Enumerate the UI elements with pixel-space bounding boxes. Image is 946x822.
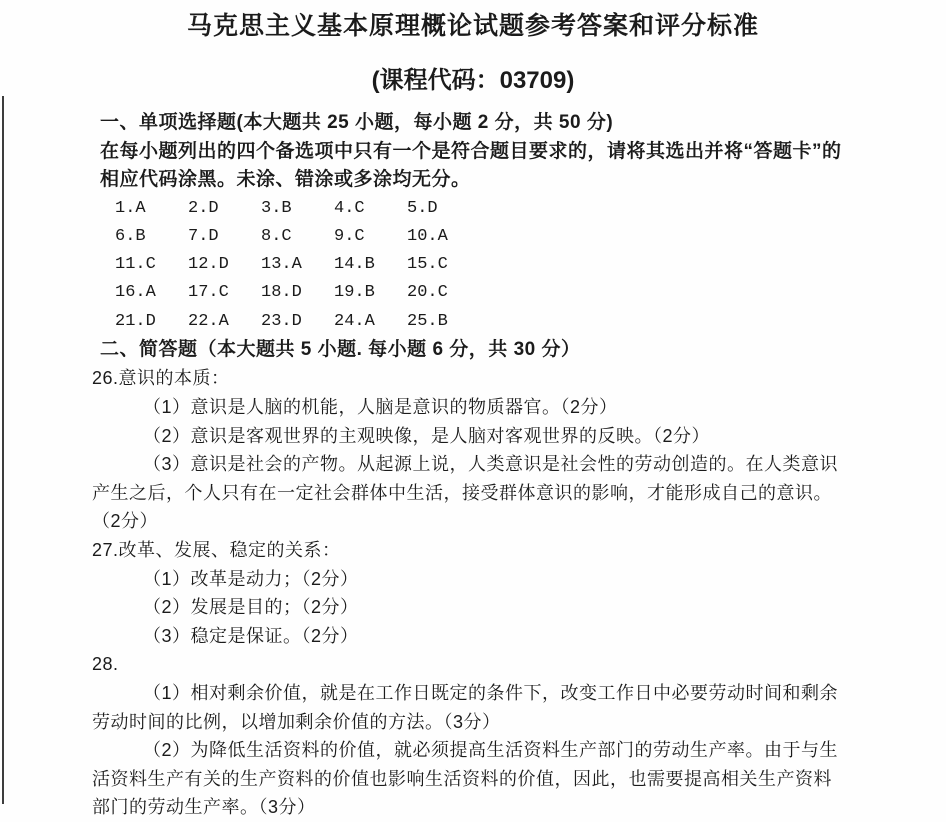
answer-cell: 6.B [115, 226, 146, 246]
question26-point3-line1: （3）意识是社会的产物。从起源上说，人类意识是社会性的劳动创造的。在人类意识 [143, 454, 839, 475]
answer-cell: 17.C [188, 283, 229, 303]
answer-cell: 16.A [115, 283, 156, 303]
answer-cell: 9.C [334, 226, 365, 246]
question28-point1-line1: （1）相对剩余价值，就是在工作日既定的条件下，改变工作日中必要劳动时间和剩余 [143, 682, 839, 703]
answer-row [115, 223, 867, 251]
question28-title: 28. [92, 654, 119, 675]
answer-grid [92, 195, 867, 336]
document-title: 马克思主义基本原理概论试题参考答案和评分标准 [186, 12, 759, 40]
answer-cell: 2.D [188, 198, 219, 218]
question26-point1: （1）意识是人脑的机能，人脑是意识的物质器官。（2分） [143, 396, 618, 417]
answer-cell: 21.D [115, 311, 156, 331]
answer-cell: 7.D [188, 226, 219, 246]
answer-row [115, 308, 867, 336]
answer-cell: 5.D [407, 198, 438, 218]
question27-title: 27.改革、发展、稳定的关系： [92, 539, 341, 560]
question28-point2-line2: 活资料生产有关的生产资料的价值也影响生活资料的价值，因此，也需要提高相关生产资料 [92, 768, 832, 789]
question26-point2: （2）意识是客观世界的主观映像，是人脑对客观世界的反映。（2分） [143, 425, 711, 446]
answer-cell: 24.A [334, 311, 375, 331]
section1-instruction-line1: 在每小题列出的四个备选项中只有一个是符合题目要求的，请将其选出并将“答题卡”的 [100, 140, 842, 162]
question27-point3: （3）稳定是保证。（2分） [143, 625, 359, 646]
question26-point3-score: （2分） [92, 511, 159, 532]
document-body [92, 109, 867, 822]
answer-row [115, 251, 867, 279]
question27-point2: （2）发展是目的；（2分） [143, 597, 359, 618]
question26-point3-line2: 产生之后，个人只有在一定社会群体中生活，接受群体意识的影响，才能形成自己的意识。 [92, 482, 832, 503]
question28-point1-line2: 劳动时间的比例，以增加剩余价值的方法。（3分） [92, 711, 501, 732]
answer-cell: 8.C [261, 226, 292, 246]
answer-row [115, 195, 867, 223]
answer-cell: 10.A [407, 226, 448, 246]
answer-cell: 15.C [407, 255, 448, 275]
question28-point2-line1: （2）为降低生活资料的价值，就必须提高生活资料生产部门的劳动生产率。由于与生 [143, 740, 839, 761]
answer-cell: 1.A [115, 198, 146, 218]
question28-point2-line3: 部门的劳动生产率。（3分） [92, 797, 316, 818]
question26-title: 26.意识的本质： [92, 368, 230, 389]
question27-point1: （1）改革是动力；（2分） [143, 568, 359, 589]
section1-heading: 一、单项选择题(本大题共 25 小题，每小题 2 分，共 50 分) [100, 112, 614, 133]
answer-cell: 12.D [188, 255, 229, 275]
course-code-subtitle: (课程代码：03709) [371, 67, 575, 94]
answer-cell: 18.D [261, 283, 302, 303]
scan-edge-line [2, 96, 4, 804]
answer-cell: 19.B [334, 283, 375, 303]
answer-cell: 14.B [334, 255, 375, 275]
section1-instruction-line2: 相应代码涂黑。未涂、错涂或多涂均无分。 [100, 169, 471, 191]
answer-cell: 22.A [188, 311, 229, 331]
section2-heading: 二、简答题（本大题共 5 小题. 每小题 6 分，共 30 分） [100, 338, 581, 360]
answer-cell: 23.D [261, 311, 302, 331]
answer-cell: 25.B [407, 311, 448, 331]
answer-cell: 11.C [115, 255, 156, 275]
answer-cell: 13.A [261, 255, 302, 275]
scanned-answer-document [0, 10, 946, 818]
answer-row [115, 279, 867, 307]
answer-cell: 3.B [261, 198, 292, 218]
answer-cell: 20.C [407, 283, 448, 303]
answer-cell: 4.C [334, 198, 365, 218]
